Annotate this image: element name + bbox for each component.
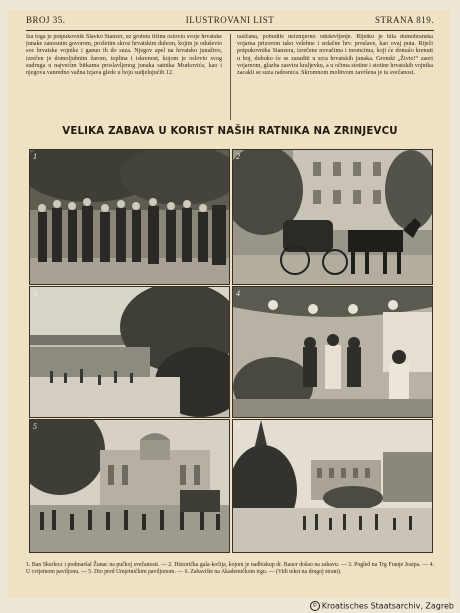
column-divider bbox=[230, 34, 231, 120]
photo-1 bbox=[29, 149, 230, 285]
photo-number: 3 bbox=[33, 289, 37, 298]
photo-2 bbox=[232, 149, 433, 285]
photo-caption: 1. Ban Skerlecz i podmaršal Žunac na pučkoj svečanosti. — 2. Historička gala-kočija, kojom je nadbiskup dr. Bauer došao na zabavu. — 3. Pogled na Trg Franje Josipa. — 4. U cvijetnom paviljonu. — 5. Dio pred Umjetničkim paviljonom. — 6. Zabavište na Akademičkom trgu. — (Vidi tekst na drugoj strani). bbox=[26, 562, 434, 575]
credit-text: Kroatisches Staatsarchiv, Zagreb bbox=[321, 601, 454, 611]
photo-number: 5 bbox=[33, 422, 37, 431]
photo-number: 6 bbox=[236, 422, 240, 431]
page-number: STRANA 819. bbox=[374, 15, 434, 25]
photo-number: 2 bbox=[236, 152, 240, 161]
article-headline: VELIKA ZABAVA U KORIST NAŠIH RATNIKA NA ZRINJEVCU bbox=[62, 126, 398, 137]
copyright-icon: © bbox=[310, 601, 320, 611]
photo-6 bbox=[232, 419, 433, 553]
page-header bbox=[26, 15, 434, 29]
intro-column-right: raslčana, pobudile neizmjerno oduševljenje. Rijetko je bila domobranska vojarna prizorom tako velebne i srdačne hrv. proslave, kao ovaj puta. Riječi potpukovnika Stanzera, izrečene novačima i momcima, koji će domalo krenuti u boj, duboko će se zasaditi u srca hrvatskih junaka. Gromki „Živio!“ zaori vojarnom, glazba zasvira kraljevku, a u očima stotine i stotine hrvatskih vojnika zacakli se suza radosnica. Skromnom molitvom završena je ta svečanost. bbox=[237, 34, 433, 77]
archive-credit bbox=[310, 601, 454, 611]
intro-column-left: Iza toga je potpukovnik Slavko Stanzer, uz grobnu tišinu oslovio svoje hrvatske junake zanosnim govorom, prožetim skroz hrvatskim duhom, kojim je oduševio sve hrvatske vojnike i ganuo ih do suza. Njegov apel na hrvatsko junaštvo, izrečen je domoljubnim žarom, toplina i iskrenost, kojom je oslovio svog sudruga u najvećim bitkama proslavljenog junaka satnika Murkovića, kao i njegova vanredno važna izjava glede u boju sudjelujućih 12. bbox=[26, 34, 222, 77]
photo-4 bbox=[232, 286, 433, 418]
photo-3 bbox=[29, 286, 230, 418]
journal-title: ILUSTROVANI LIST bbox=[185, 15, 275, 25]
photo-number: 1 bbox=[33, 152, 37, 161]
issue-number: BROJ 35. bbox=[26, 15, 66, 25]
photo-number: 4 bbox=[236, 289, 240, 298]
photo-5 bbox=[29, 419, 230, 553]
header-rule bbox=[26, 30, 434, 31]
